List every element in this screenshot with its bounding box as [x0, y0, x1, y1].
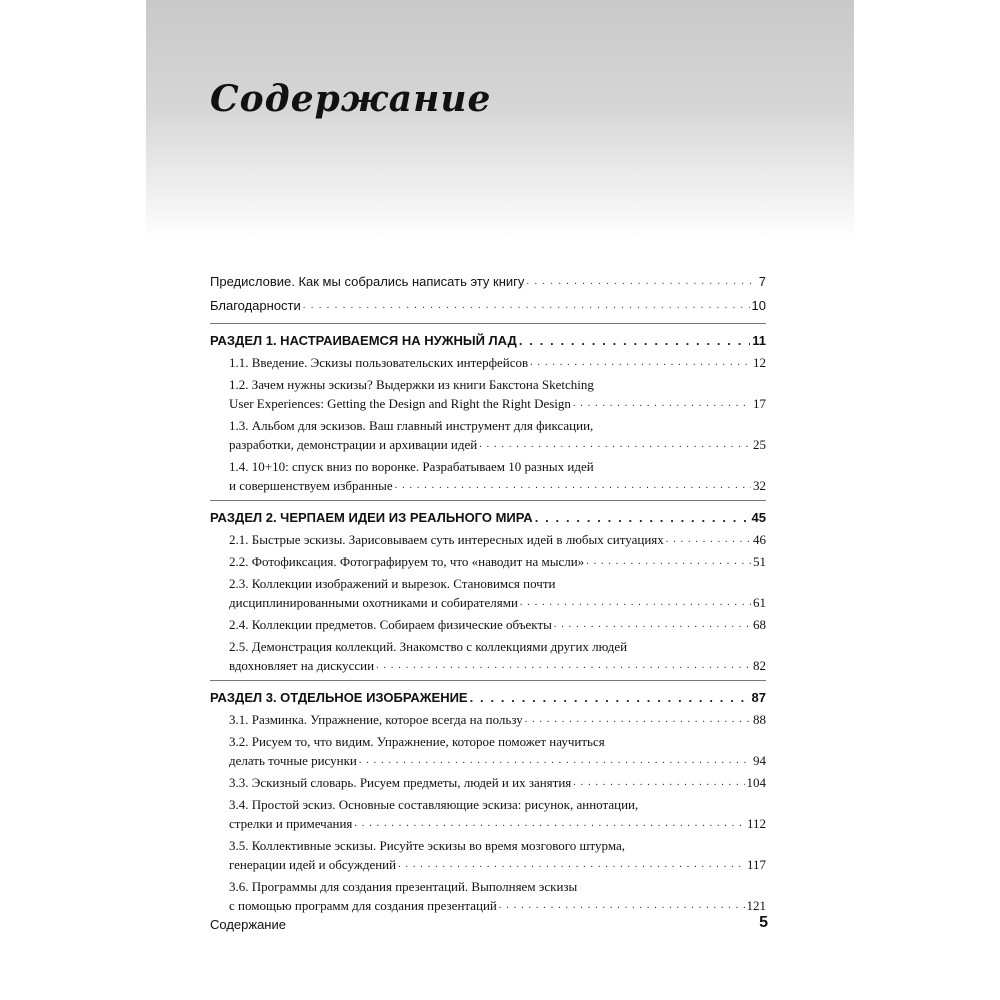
- dot-leader: [573, 394, 751, 413]
- page-number: 5: [759, 914, 768, 931]
- toc-entry-line: разработки, демонстрации и архивации идей: [229, 437, 478, 452]
- toc-entry-line: 2.1. Быстрые эскизы. Зарисовываем суть интересных идей в любых ситуациях: [229, 532, 664, 547]
- page-title: Содержание: [210, 78, 492, 120]
- dot-leader: [526, 270, 756, 294]
- dot-leader: [499, 896, 745, 915]
- dot-leader: [303, 294, 750, 318]
- dot-leader: [535, 505, 750, 530]
- toc-entry-3-1[interactable]: [210, 710, 766, 729]
- toc-entry-line: 1.2. Зачем нужны эскизы? Выдержки из книги Бакстона Sketching: [229, 377, 594, 392]
- toc-page-number: 94: [753, 753, 766, 768]
- toc-entry-3-5[interactable]: [210, 836, 766, 874]
- toc-entry-line: дисциплинированными охотниками и собирателями: [229, 595, 518, 610]
- toc-entry-3-6[interactable]: [210, 877, 766, 915]
- toc-page-number: 61: [753, 595, 766, 610]
- toc-section-3[interactable]: [210, 685, 766, 710]
- toc-entry-2-5[interactable]: [210, 637, 766, 675]
- toc-page-number: 46: [753, 532, 766, 547]
- toc-page-number: 88: [753, 712, 766, 727]
- toc-entry-line: 3.2. Рисуем то, что видим. Упражнение, которое поможет научиться: [229, 734, 605, 749]
- toc-entry-line: 2.4. Коллекции предметов. Собираем физические объекты: [229, 617, 552, 632]
- toc-entry-1-3[interactable]: [210, 416, 766, 454]
- section-page-number: 11: [752, 333, 766, 348]
- header-band: [146, 0, 854, 240]
- dot-leader: [586, 552, 751, 571]
- toc-page-number: 51: [753, 554, 766, 569]
- toc-entry-line: 2.3. Коллекции изображений и вырезок. Становимся почти: [229, 576, 556, 591]
- toc-entry-2-4[interactable]: [210, 615, 766, 634]
- dot-leader: [470, 685, 750, 710]
- toc-entry-1-4[interactable]: [210, 457, 766, 495]
- toc-page-number: 7: [758, 274, 766, 289]
- toc-page-number: 32: [753, 478, 766, 493]
- toc-page-number: 25: [753, 437, 766, 452]
- toc-page-number: 17: [753, 396, 766, 411]
- toc-entry-line: 3.4. Простой эскиз. Основные составляющие эскиза: рисунок, аннотации,: [229, 797, 639, 812]
- dot-leader: [530, 353, 751, 372]
- toc-page-number: 12: [753, 355, 766, 370]
- section-divider: [210, 500, 766, 501]
- toc-page-number: 68: [753, 617, 766, 632]
- toc-entry-1-2[interactable]: [210, 375, 766, 413]
- toc-entry-1-1[interactable]: [210, 353, 766, 372]
- toc-entry-line: стрелки и примечания: [229, 816, 353, 831]
- toc-entry-2-2[interactable]: [210, 552, 766, 571]
- toc-entry-line: 3.3. Эскизный словарь. Рисуем предметы, людей и их занятия: [229, 775, 572, 790]
- section-title: РАЗДЕЛ 1. НАСТРАИВАЕМСЯ НА НУЖНЫЙ ЛАД: [210, 333, 517, 348]
- toc-section-1[interactable]: [210, 328, 766, 353]
- toc-entry-line: 3.5. Коллективные эскизы. Рисуйте эскизы во время мозгового штурма,: [229, 838, 625, 853]
- section-page-number: 45: [751, 510, 766, 525]
- toc-section-2[interactable]: [210, 505, 766, 530]
- toc-entry-title: Благодарности: [210, 298, 301, 313]
- toc-entry-line: 1.3. Альбом для эскизов. Ваш главный инструмент для фиксации,: [229, 418, 594, 433]
- toc-page-number: 117: [746, 857, 766, 872]
- dot-leader: [479, 435, 751, 454]
- dot-leader: [520, 593, 751, 612]
- toc-page-number: 104: [746, 775, 766, 790]
- toc-page-number: 10: [751, 298, 766, 313]
- dot-leader: [395, 476, 751, 495]
- toc-entry-3-3[interactable]: [210, 773, 766, 792]
- toc-entry-line: делать точные рисунки: [229, 753, 357, 768]
- dot-leader: [554, 615, 751, 634]
- section-page-number: 87: [751, 690, 766, 705]
- toc-entry-acknowledgements[interactable]: [210, 294, 766, 318]
- dot-leader: [519, 328, 750, 353]
- dot-leader: [354, 814, 745, 833]
- toc-entry-preface[interactable]: [210, 270, 766, 294]
- toc-entry-line: с помощью программ для создания презентаций: [229, 898, 497, 913]
- toc-page-number: 121: [746, 898, 766, 913]
- toc-page-number: 82: [753, 658, 766, 673]
- toc-page-number: 112: [746, 816, 766, 831]
- toc-entry-3-4[interactable]: [210, 795, 766, 833]
- section-divider: [210, 680, 766, 681]
- toc-entry-title: Предисловие. Как мы собрались написать эту книгу: [210, 274, 525, 289]
- toc-entry-2-1[interactable]: [210, 530, 766, 549]
- table-of-contents: [210, 270, 766, 918]
- toc-entry-line: вдохновляет на дискуссии: [229, 658, 375, 673]
- toc-entry-line: 1.1. Введение. Эскизы пользовательских интерфейсов: [229, 355, 529, 370]
- toc-entry-line: и совершенствуем избранные: [229, 478, 393, 493]
- dot-leader: [376, 656, 751, 675]
- toc-entry-line: 2.2. Фотофиксация. Фотографируем то, что «наводит на мысли»: [229, 554, 585, 569]
- dot-leader: [666, 530, 751, 549]
- dot-leader: [573, 773, 744, 792]
- section-divider: [210, 323, 766, 324]
- toc-entry-line: 1.4. 10+10: спуск вниз по воронке. Разрабатываем 10 разных идей: [229, 459, 594, 474]
- toc-entry-2-3[interactable]: [210, 574, 766, 612]
- dot-leader: [359, 751, 751, 770]
- dot-leader: [525, 710, 751, 729]
- section-title: РАЗДЕЛ 2. ЧЕРПАЕМ ИДЕИ ИЗ РЕАЛЬНОГО МИРА: [210, 510, 533, 525]
- dot-leader: [398, 855, 745, 874]
- running-footer-title: Содержание: [210, 917, 286, 932]
- toc-entry-line: генерации идей и обсуждений: [229, 857, 397, 872]
- section-title: РАЗДЕЛ 3. ОТДЕЛЬНОЕ ИЗОБРАЖЕНИЕ: [210, 690, 468, 705]
- toc-entry-3-2[interactable]: [210, 732, 766, 770]
- toc-entry-line: User Experiences: Getting the Design and Right the Right Design: [229, 396, 571, 411]
- toc-entry-line: 2.5. Демонстрация коллекций. Знакомство с коллекциями других людей: [229, 639, 628, 654]
- toc-entry-line: 3.1. Разминка. Упражнение, которое всегда на пользу: [229, 712, 523, 727]
- toc-entry-line: 3.6. Программы для создания презентаций. Выполняем эскизы: [229, 879, 578, 894]
